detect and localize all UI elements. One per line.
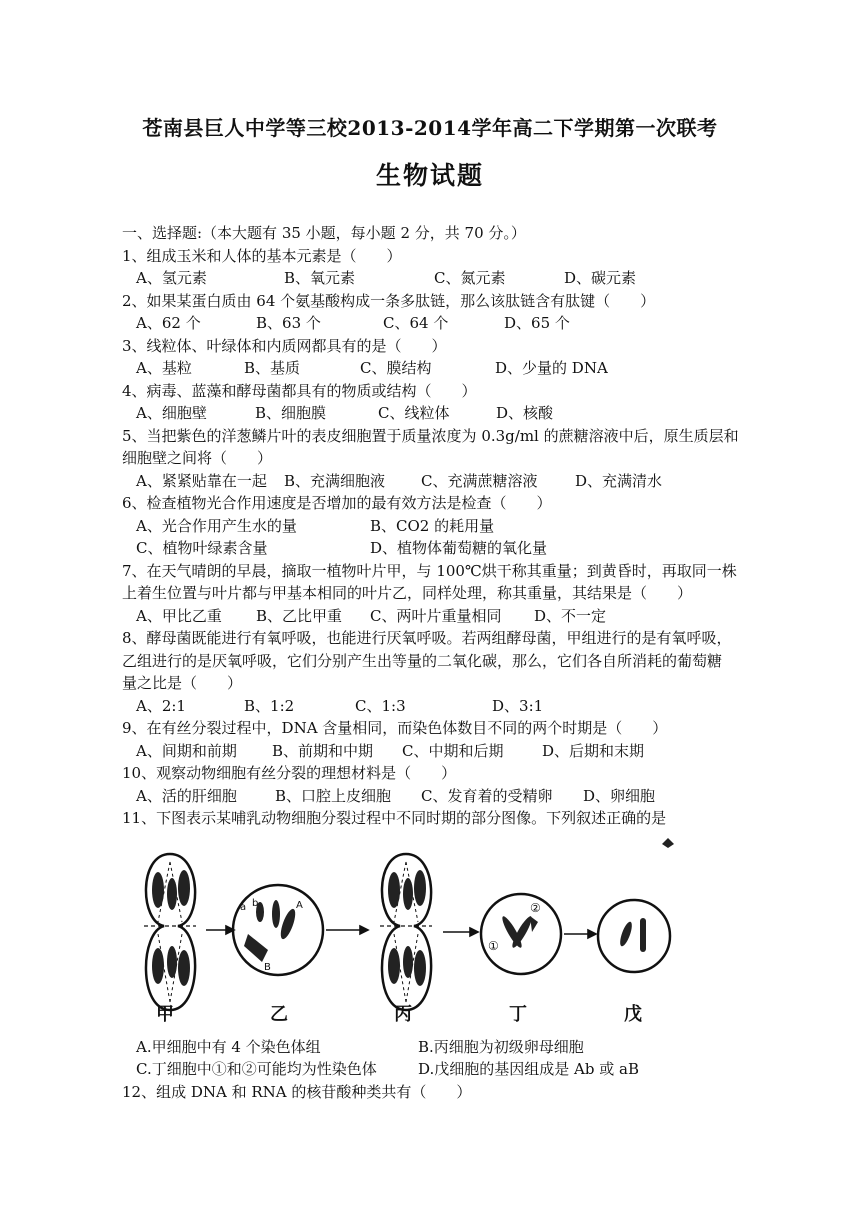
question-stem: 1、组成玉米和人体的基本元素是（ ） [122,246,402,265]
question-stem: 8、酵母菌既能进行有氧呼吸，也能进行厌氧呼吸。若两组酵母菌，甲组进行的是有氧呼吸， [122,629,732,647]
question-stem: 3、线粒体、叶绿体和内质网都具有的是（ ） [122,336,447,355]
question-stem-continued: 上着生位置与叶片都与甲基本相同的叶片乙，同样处理，称其重量，其结果是（ ） [122,584,693,602]
option-a: A、活的肝细胞 [136,786,237,805]
allele-B: B [264,961,271,973]
option-c: C、充满蔗糖溶液 [421,471,538,490]
option-c: C、中期和后期 [402,741,504,760]
option-d: D、碳元素 [564,269,637,287]
option-row [122,312,742,335]
chromosome-mark-1: ① [488,938,499,953]
option-row [122,740,742,763]
question-stem: 2、如果某蛋白质由 64 个氨基酸构成一条多肽链，那么该肽链含有肽键（ ） [122,291,656,310]
label-yi: 乙 [270,1003,288,1025]
label-wu: 戊 [624,1003,642,1025]
option-d: D、植物体葡萄糖的氧化量 [370,539,548,557]
option-d: D、少量的 DNA [495,359,608,377]
question-stem-continued: 量之比是（ ） [122,674,243,692]
option-row [122,785,742,808]
option-b: B、充满细胞液 [284,471,386,490]
option-b: B、1:2 [244,696,295,715]
option-a: A、2:1 [136,696,186,715]
option-row [122,1036,742,1059]
option-d: D、充满清水 [575,471,663,490]
option-d: D、核酸 [496,404,554,422]
option-a: A、62 个 [136,314,201,332]
option-d: D、65 个 [504,314,570,332]
option-c: C、氮元素 [434,269,506,287]
option-row [122,695,742,718]
option-d: D、卵细胞 [583,786,656,805]
question-stem: 7、在天气晴朗的早晨，摘取一植物叶片甲，与 100℃烘干称其重量；到黄昏时，再取同一株 [122,561,737,580]
option-b: B、基质 [244,359,301,377]
chromosome-mark-2: ② [530,900,541,915]
label-bing: 丙 [394,1003,412,1025]
cell-wu [598,900,670,972]
option-c: C、64 个 [383,314,449,332]
exam-title: 苍南县巨人中学等三校2013-2014学年高二下学期第一次联考 [142,116,718,140]
question-stem-continued: 乙组进行的是厌氧呼吸，它们分别产生出等量的二氧化碳，那么，它们各自所消耗的葡萄糖 [122,651,723,670]
option-row [122,357,742,380]
option-a: A、间期和前期 [136,741,237,760]
question-stem: 9、在有丝分裂过程中，DNA 含量相同，而染色体数目不同的两个时期是（ ） [122,719,668,737]
section-heading: 一、选择题:（本大题有 35 小题，每小题 2 分，共 70 分。） [122,224,526,242]
question-stem: 6、检查植物光合作用速度是否增加的最有效方法是检查（ ） [122,494,552,512]
option-row [122,515,742,538]
option-b: B、前期和中期 [272,741,374,760]
question-stem: 11、下图表示某哺乳动物细胞分裂过程中不同时期的部分图像。下列叙述正确的是 [122,809,667,827]
option-c: C、1:3 [355,696,406,715]
option-a: A、光合作用产生水的量 [136,516,297,535]
option-d: D、不一定 [534,606,607,625]
option-row [122,605,742,628]
option-c: C、线粒体 [378,404,450,422]
question-stem: 10、观察动物细胞有丝分裂的理想材料是（ ） [122,764,457,782]
exam-subtitle: 生物试题 [375,161,484,190]
allele-a: a [240,901,247,913]
option-d: D.戊细胞的基因组成是 Ab 或 aB [418,1060,639,1078]
option-b: B、氧元素 [284,269,356,287]
question-stem: 5、当把紫色的洋葱鳞片叶的表皮细胞置于质量浓度为 0.3g/ml 的蔗糖溶液中后，原生质层和 [122,426,739,445]
option-b: B.丙细胞为初级卵母细胞 [418,1037,584,1056]
cell-division-figure [122,834,742,1036]
allele-b: b [252,897,259,909]
question-stem: 4、病毒、蓝藻和酵母菌都具有的物质或结构（ ） [122,381,477,400]
option-row [122,470,742,493]
option-c: C、发育着的受精卵 [421,786,553,805]
option-b: B、口腔上皮细胞 [275,786,392,805]
option-b: B、细胞膜 [255,404,327,422]
option-c: C.丁细胞中①和②可能均为性染色体 [136,1060,377,1078]
allele-A: A [296,899,303,911]
option-a: A、甲比乙重 [136,606,222,625]
option-d: D、后期和末期 [542,741,645,760]
option-a: A、氢元素 [136,269,207,287]
option-a: A、紧紧贴靠在一起 [136,471,267,490]
option-row [122,537,742,560]
question-list [122,222,742,1103]
option-row [122,1058,742,1081]
option-row [122,402,742,425]
option-a: A.甲细胞中有 4 个染色体组 [136,1037,321,1056]
option-a: A、细胞壁 [136,404,207,422]
cell-yi [233,885,323,975]
question-stem: 12、组成 DNA 和 RNA 的核苷酸种类共有（ ） [122,1082,472,1101]
option-b: B、乙比甲重 [256,606,343,625]
option-c: C、两叶片重量相同 [370,606,502,625]
label-jia: 甲 [156,1003,174,1025]
option-b: B、63 个 [256,314,321,332]
option-d: D、3:1 [492,696,544,715]
option-row [122,267,742,290]
option-c: C、植物叶绿素含量 [136,539,268,557]
option-b: B、CO2 的耗用量 [370,516,495,535]
question-stem-continued: 细胞壁之间将（ ） [122,449,273,467]
label-ding: 丁 [509,1003,527,1025]
option-a: A、基粒 [136,359,192,377]
option-c: C、膜结构 [360,359,432,377]
